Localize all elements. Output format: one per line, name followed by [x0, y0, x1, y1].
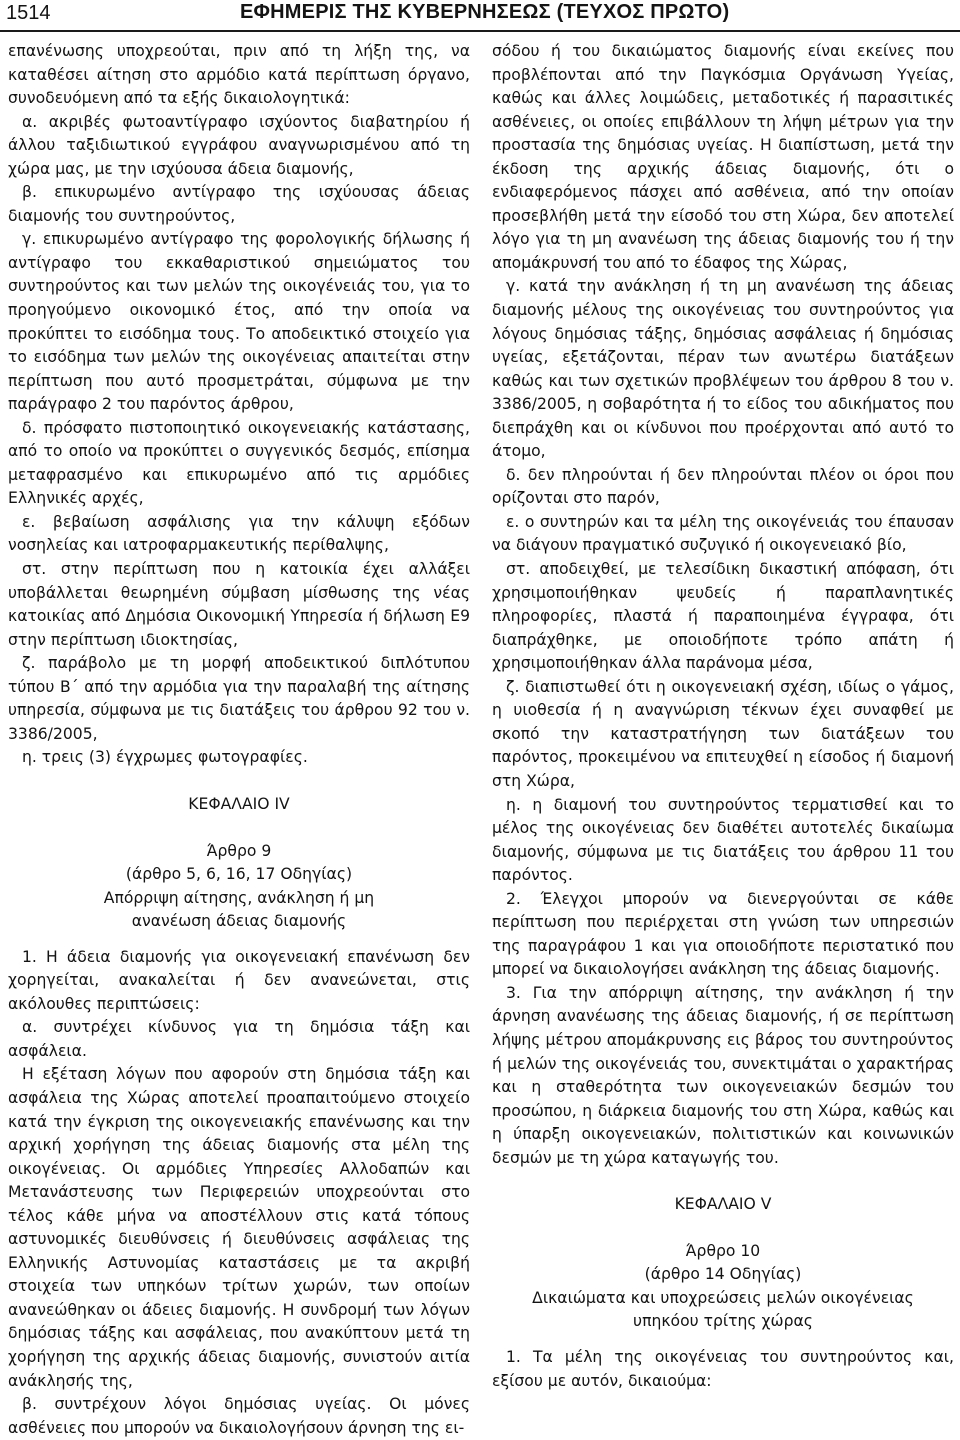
article-number: Άρθρο 10	[685, 1241, 761, 1260]
article-reference: (άρθρο 5, 6, 16, 17 Οδηγίας)	[125, 865, 353, 884]
list-item-d: δ. πρόσφατο πιστοποιητικό οικογενειακής κατάστασης, από το οποίο να προκύπτει ο συγγενικός δεσμός, επίσημα μεταφρασμένο και επικυρωμένο από τις αρμόδιες Ελληνικές αρχές,	[8, 418, 470, 508]
paragraph: 2. Έλεγχοι μπορούν να διενεργούνται σε κάθε περίπτωση που περιέρχεται στη γνώση των υπηρεσιών της παραγράφου 1 και για οποιοδήποτε περιστατικό που μπορεί να δικαιολογήσει ανάκληση της άδειας διαμονής.	[492, 889, 954, 979]
header-rule	[0, 30, 960, 32]
list-item-e: ε. βεβαίωση ασφάλισης για την κάλυψη εξόδων νοσηλείας και ιατροφαρμακευτικής περίθαλψης,	[8, 512, 470, 555]
list-item-st: στ. στην περίπτωση που η κατοικία έχει αλλάξει υποβάλλεται θεωρημένη σύμβαση μίσθωσης της νέας κατοικίας από Δημόσια Οικονομική Υπηρεσία ή δήλωση Ε9 στην περίπτωση ιδιοκτησίας,	[8, 560, 470, 649]
paragraph: σόδου ή του δικαιώματος διαμονής είναι εκείνες που προβλέπονται από την Παγκόσμια Οργάνωση Υγείας, καθώς και άλλες λοιμώδεις, μεταδοτικές ή παρασιτικές ασθένειες, οι οποίες επιβάλλουν τη λήψη μέτρων για την προστασία της δημόσιας υγείας. Η διαπίστωση, μετά την έκδοση της αρχικής άδειας διαμονής, ότι ο ενδιαφερόμενος πάσχει από ασθένεια, από την οποίαν προσεβλήθη μετά την είσοδό του στη Χώρα, δεν αποτελεί λόγο για τη μη ανανέωση της άδειας διαμονής του ή την απομάκρυνσή του από το έδαφος της Χώρας,	[492, 42, 954, 272]
list-item-h: η. τρεις (3) έγχρωμες φωτογραφίες.	[22, 748, 308, 767]
list-item-st: στ. αποδειχθεί, με τελεσίδικη δικαστική απόφαση, ότι χρησιμοποιήθηκαν ψευδείς ή παραπλανητικές πληροφορίες, πλαστά ή παραποιημένα έγγραφα, ότι διαπράχθηκε, με οποιοδήποτε τρόπο απάτη ή χρησιμοποιήθηκαν άλλα παράνομα μέσα,	[492, 560, 954, 673]
list-item-h: η. η διαμονή του συντηρούντος τερματισθεί και το μέλος της οικογένειας δεν διαθέτει αυτοτελές δικαίωμα διαμονής, σύμφωνα με τις διατάξεις του άρθρου 11 του παρόντος.	[492, 795, 954, 885]
list-item-d: δ. δεν πληρούνται ή δεν πληρούνται πλέον οι όροι που ορίζονται στο παρόν,	[492, 465, 954, 508]
chapter-heading: ΚΕΦΑΛΑΙΟ IV	[188, 794, 290, 813]
list-item-c: γ. κατά την ανάκληση ή τη μη ανανέωση της άδειας διαμονής μέλους της οικογένειας του συντηρούντος για λόγους δημόσιας τάξης, δημόσιας ασφάλειας ή δημόσιας υγείας, εξετάζονται, πέραν των ανωτέρω διατάξεων καθώς και των σχετικών προβλέψεων του άρθρου 8 του ν. 3386/2005, η σοβαρότητα ή το είδος του αδικήματος που διεπράχθη και οι κίνδυνοι που προέρχονται από αυτό το άτομο,	[492, 277, 954, 461]
right-column	[492, 40, 954, 1393]
article-title: υπηκόου τρίτης χώρας	[633, 1312, 813, 1331]
gazette-title: ΕΦΗΜΕΡΙΣ ΤΗΣ ΚΥΒΕΡΝΗΣΕΩΣ (ΤΕΥΧΟΣ ΠΡΩΤΟ)	[240, 1, 730, 23]
article-title: Απόρριψη αίτησης, ανάκληση ή μη	[103, 888, 375, 907]
page-header	[0, 0, 960, 30]
article-title: ανανέωση άδειας διαμονής	[131, 912, 347, 931]
page-number: 1514	[6, 2, 51, 24]
article-title: Δικαιώματα και υποχρεώσεις μελών οικογένειας	[532, 1288, 914, 1307]
chapter-heading: ΚΕΦΑΛΑΙΟ V	[674, 1195, 772, 1214]
list-item-b: β. επικυρωμένο αντίγραφο της ισχύουσας άδειας διαμονής του συντηρούντος,	[8, 183, 470, 225]
paragraph: Η εξέταση λόγων που αφορούν στη δημόσια τάξη και ασφάλεια της Χώρας αποτελεί προαπαιτούμενο στοιχείο κατά την έγκριση της οικογενειακής επανένωσης και την αρχική χορήγηση της άδειας διαμονής στα μέλη της οικογένειας. Οι αρμόδιες Υπηρεσίες Αλλοδαπών και Μετανάστευσης των Περιφερειών υποχρεούνται στο τέλος κάθε μήνα να αποστέλλουν στις κατά τόπους αστυνομικές διευθύνσεις ή διευθύνσεις ασφάλειας της Ελληνικής Αστυνομίας καταστάσεις με τα ακριβή στοιχεία των υπηκόων τρίτων χωρών, των οποίων ανανεώθηκαν οι άδειες διαμονής. Η συνδρομή των λόγων δημόσιας τάξης και ασφάλειας, που ανακύπτουν μετά τη χορήγηση της αρχικής άδειας διαμονής, συνιστούν αιτία ανάκλησής της,	[8, 1065, 470, 1390]
list-item-z: ζ. παράβολο με τη μορφή αποδεικτικού διπλότυπου τύπου Β΄ από την αρμόδια για την παραλαβή της αίτησης υπηρεσία, σύμφωνα με τις διατάξεις του άρθρου 92 του ν. 3386/2005,	[8, 654, 470, 743]
article-number: Άρθρο 9	[206, 841, 272, 860]
paragraph: επανένωσης υποχρεούται, πριν από τη λήξη της, να καταθέσει αίτηση στο αρμόδιο κατά περίπτωση όργανο, συνοδευόμενη από τα εξής δικαιολογητικά:	[8, 42, 470, 108]
list-item-c: γ. επικυρωμένο αντίγραφο της φορολογικής δήλωσης ή αντίγραφο του εκκαθαριστικού σημειώματος του συντηρούντος και των μελών της οικογένειάς του, για το προηγούμενο οικονομικό έτος, από την οποία να προκύπτει το εισόδημα τους. Το αποδεικτικό στοιχείο για το εισόδημα των μελών της οικογένειας απαιτείται στην περίπτωση που αυτό προσμετράται, σύμφωνα με την παράγραφο 2 του παρόντος άρθρου,	[8, 230, 470, 414]
list-item-z: ζ. διαπιστωθεί ότι η οικογενειακή σχέση, ιδίως ο γάμος, η υιοθεσία ή η αναγνώριση τέκνων έχει συναφθεί με σκοπό την καταστρατήγηση των διατάξεων του παρόντος, προκειμένου να επιτευχθεί η είσοδος ή διαμονή στη Χώρα,	[492, 677, 954, 790]
article-reference: (άρθρο 14 Οδηγίας)	[644, 1265, 802, 1284]
list-item-e: ε. ο συντηρών και τα μέλη της οικογένειάς του έπαυσαν να διάγουν πραγματικό συζυγικό ή οικογενειακό βίο,	[492, 512, 954, 555]
paragraph: 1. Τα μέλη της οικογένειας του συντηρούντος και, εξίσου με αυτόν, δικαιούμα:	[492, 1347, 954, 1390]
paragraph: 3. Για την απόρριψη αίτησης, την ανάκληση ή την άρνηση ανανέωσης της άδειας διαμονής, ή σε περίπτωση λήψης μέτρου απομάκρυνσης εις βάρος του συντηρούντος ή μελών της οικογένειάς του, συνεκτιμάται ο χαρακτήρας και η σταθερότητα των οικογενειακών δεσμών του προσώπου, η διάρκεια διαμονής του στη Χώρα, καθώς και η ύπαρξη οικογενειακών, πολιτιστικών και κοινωνικών δεσμών με τη χώρα καταγωγής του.	[492, 983, 954, 1167]
paragraph: α. συντρέχει κίνδυνος για τη δημόσια τάξη και ασφάλεια.	[8, 1018, 470, 1060]
list-item-a: α. ακριβές φωτοαντίγραφο ισχύοντος διαβατηρίου ή άλλου ταξιδιωτικού εγγράφου αναγνωρισμένου από τη χώρα μας, με την ισχύουσα άδεια διαμονής,	[8, 112, 470, 178]
paragraph: 1. Η άδεια διαμονής για οικογενειακή επανένωση δεν χορηγείται, ανακαλείται ή δεν ανανεώνεται, στις ακόλουθες περιπτώσεις:	[8, 947, 470, 1013]
left-column	[8, 40, 470, 1440]
paragraph: β. συντρέχουν λόγοι δημόσιας υγείας. Οι μόνες ασθένειες που μπορούν να δικαιολογήσουν άρνηση της ει-	[8, 1395, 470, 1437]
